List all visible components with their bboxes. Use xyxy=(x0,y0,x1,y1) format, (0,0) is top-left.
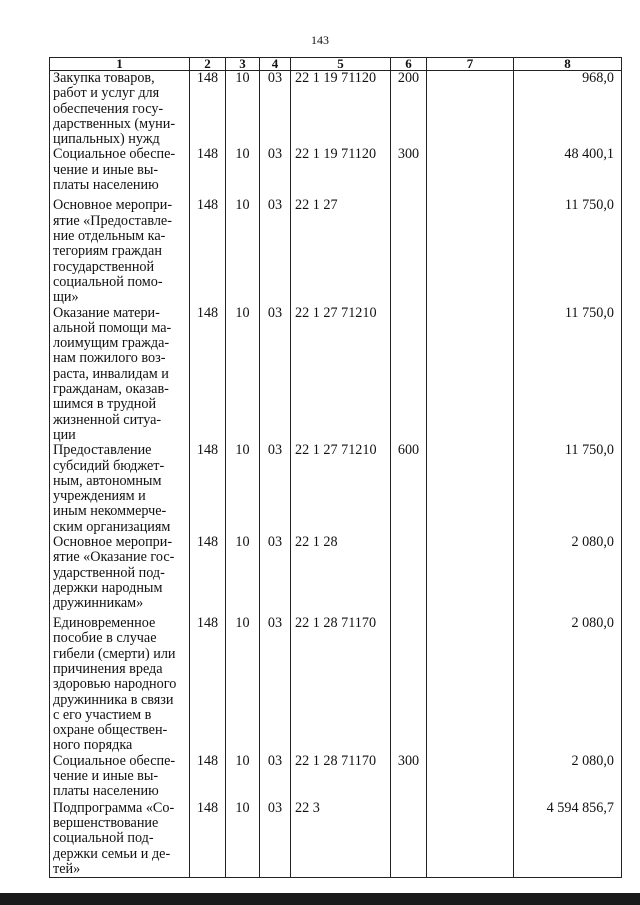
cell-col-8: 48 400,1 xyxy=(514,147,622,198)
row-name-line: нам пожилого воз- xyxy=(53,350,166,367)
cell-col-4: 03 xyxy=(260,306,291,444)
cell-col-3: 10 xyxy=(226,443,260,535)
row-name-line: иным некоммерче- xyxy=(53,503,167,520)
cell-col-6 xyxy=(391,198,427,305)
cell-col-3: 10 xyxy=(226,616,260,754)
cell-col-7 xyxy=(427,198,514,305)
table-row xyxy=(50,443,622,535)
cell-col-6: 200 xyxy=(391,71,427,148)
cell-col-5: 22 1 28 xyxy=(291,535,391,616)
cell-col-8: 2 080,0 xyxy=(514,616,622,754)
row-name-line: Предоставление xyxy=(53,442,152,459)
table-body xyxy=(50,71,622,878)
row-name-line: щи» xyxy=(53,289,79,306)
cell-col-4: 03 xyxy=(260,443,291,535)
row-name-line: здоровью народного xyxy=(53,676,177,693)
table-row xyxy=(50,147,622,198)
cell-col-6 xyxy=(391,535,427,616)
row-name-line: ного порядка xyxy=(53,737,133,754)
row-name-cell xyxy=(50,198,190,305)
cell-col-6 xyxy=(391,306,427,444)
row-name-line: обеспечения госу- xyxy=(53,100,164,117)
table-row xyxy=(50,616,622,754)
cell-col-4: 03 xyxy=(260,535,291,616)
row-name-line: шимся в трудной xyxy=(53,396,157,413)
cell-col-5: 22 1 19 71120 xyxy=(291,71,391,148)
table-row xyxy=(50,71,622,148)
cell-col-6: 300 xyxy=(391,754,427,801)
row-name-line: Основное меропри- xyxy=(53,197,173,214)
cell-col-2: 148 xyxy=(190,198,226,305)
row-name-line: чение и иные вы- xyxy=(53,161,159,178)
row-name-line: лоимущим гражда- xyxy=(53,335,170,352)
cell-col-7 xyxy=(427,443,514,535)
row-name-line: Социальное обеспе- xyxy=(53,146,176,163)
cell-col-7 xyxy=(427,306,514,444)
cell-col-7 xyxy=(427,147,514,198)
header-row xyxy=(50,58,622,71)
cell-col-5: 22 3 xyxy=(291,801,391,878)
table-row xyxy=(50,198,622,305)
row-name-cell xyxy=(50,71,190,148)
cell-col-6: 300 xyxy=(391,147,427,198)
cell-col-8: 2 080,0 xyxy=(514,535,622,616)
row-name-line: охране обществен- xyxy=(53,722,168,739)
cell-col-2: 148 xyxy=(190,443,226,535)
row-name-line: государственной xyxy=(53,258,155,275)
cell-col-4: 03 xyxy=(260,616,291,754)
cell-col-2: 148 xyxy=(190,754,226,801)
cell-col-2: 148 xyxy=(190,147,226,198)
cell-col-2: 148 xyxy=(190,801,226,878)
row-name-line: платы населению xyxy=(53,177,159,194)
column-header-4: 4 xyxy=(260,58,291,71)
cell-col-5: 22 1 27 71210 xyxy=(291,443,391,535)
row-name-line: ятие «Оказание гос- xyxy=(53,549,175,566)
table-row xyxy=(50,754,622,801)
cell-col-8: 4 594 856,7 xyxy=(514,801,622,878)
row-name-line: дружинника в связи xyxy=(53,691,174,708)
row-name-line: субсидий бюджет- xyxy=(53,457,165,474)
row-name-line: альной помощи ма- xyxy=(53,319,172,336)
row-name-cell xyxy=(50,147,190,198)
row-name-line: держки народным xyxy=(53,579,163,596)
cell-col-6 xyxy=(391,801,427,878)
column-header-3: 3 xyxy=(226,58,260,71)
column-header-7: 7 xyxy=(427,58,514,71)
row-name-line: дарственных (муни- xyxy=(53,115,176,132)
cell-col-5: 22 1 27 71210 xyxy=(291,306,391,444)
row-name-line: гражданам, оказав- xyxy=(53,381,169,398)
cell-col-3: 10 xyxy=(226,147,260,198)
row-name-cell xyxy=(50,443,190,535)
row-name-line: раста, инвалидам и xyxy=(53,365,169,382)
row-name-line: работ и услуг для xyxy=(53,85,160,102)
row-name-line: учреждениям и xyxy=(53,488,146,505)
column-header-6: 6 xyxy=(391,58,427,71)
cell-col-7 xyxy=(427,801,514,878)
cell-col-3: 10 xyxy=(226,801,260,878)
cell-col-8: 11 750,0 xyxy=(514,306,622,444)
row-name-line: ским организациям xyxy=(53,518,171,535)
row-name-line: дружинникам» xyxy=(53,595,144,612)
cell-col-7 xyxy=(427,616,514,754)
row-name-line: ным, автономным xyxy=(53,472,162,489)
row-name-line: вершенствование xyxy=(53,814,159,831)
row-name-line: причинения вреда xyxy=(53,660,163,677)
cell-col-2: 148 xyxy=(190,71,226,148)
cell-col-3: 10 xyxy=(226,71,260,148)
table-row xyxy=(50,801,622,878)
cell-col-3: 10 xyxy=(226,754,260,801)
cell-col-2: 148 xyxy=(190,306,226,444)
row-name-line: Закупка товаров, xyxy=(53,70,155,86)
cell-col-5: 22 1 27 xyxy=(291,198,391,305)
cell-col-5: 22 1 28 71170 xyxy=(291,754,391,801)
row-name-cell xyxy=(50,754,190,801)
row-name-line: Социальное обеспе- xyxy=(53,752,176,769)
cell-col-8: 11 750,0 xyxy=(514,443,622,535)
cell-col-7 xyxy=(427,71,514,148)
row-name-cell xyxy=(50,801,190,878)
row-name-line: ции xyxy=(53,426,76,443)
row-name-cell xyxy=(50,306,190,444)
row-name-line: Единовременное xyxy=(53,615,156,632)
cell-col-8: 11 750,0 xyxy=(514,198,622,305)
row-name-line: ципальных) нужд xyxy=(53,131,160,148)
cell-col-7 xyxy=(427,754,514,801)
column-header-5: 5 xyxy=(291,58,391,71)
budget-table xyxy=(49,57,622,878)
row-name-line: тегориям граждан xyxy=(53,243,162,260)
cell-col-2: 148 xyxy=(190,535,226,616)
cell-col-6: 600 xyxy=(391,443,427,535)
row-name-line: социальной помо- xyxy=(53,273,163,290)
cell-col-8: 968,0 xyxy=(514,71,622,148)
row-name-line: пособие в случае xyxy=(53,630,157,647)
row-name-line: Оказание матери- xyxy=(53,304,160,321)
row-name-cell xyxy=(50,535,190,616)
cell-col-3: 10 xyxy=(226,535,260,616)
column-header-8: 8 xyxy=(514,58,622,71)
cell-col-5: 22 1 28 71170 xyxy=(291,616,391,754)
cell-col-4: 03 xyxy=(260,754,291,801)
page-bottom-edge xyxy=(0,893,640,905)
row-name-line: ударственной под- xyxy=(53,564,165,581)
page-number: 143 xyxy=(311,33,329,47)
column-header-2: 2 xyxy=(190,58,226,71)
row-name-line: ятие «Предоставле- xyxy=(53,212,172,229)
row-name-line: держки семьи и де- xyxy=(53,845,171,862)
row-name-line: ние отдельным ка- xyxy=(53,228,166,245)
cell-col-4: 03 xyxy=(260,71,291,148)
cell-col-6 xyxy=(391,616,427,754)
row-name-line: Основное меропри- xyxy=(53,534,173,551)
row-name-line: социальной под- xyxy=(53,830,154,847)
row-name-line: гибели (смерти) или xyxy=(53,645,176,662)
row-name-line: Подпрограмма «Со- xyxy=(53,799,175,816)
cell-col-4: 03 xyxy=(260,801,291,878)
cell-col-3: 10 xyxy=(226,306,260,444)
row-name-cell xyxy=(50,616,190,754)
cell-col-5: 22 1 19 71120 xyxy=(291,147,391,198)
cell-col-8: 2 080,0 xyxy=(514,754,622,801)
row-name-line: жизненной ситуа- xyxy=(53,411,162,428)
row-name-line: с его участием в xyxy=(53,706,152,723)
row-name-line: тей» xyxy=(53,860,81,877)
table-row xyxy=(50,535,622,616)
cell-col-4: 03 xyxy=(260,147,291,198)
cell-col-2: 148 xyxy=(190,616,226,754)
row-name-line: платы населению xyxy=(53,783,159,800)
cell-col-3: 10 xyxy=(226,198,260,305)
cell-col-4: 03 xyxy=(260,198,291,305)
cell-col-7 xyxy=(427,535,514,616)
table-row xyxy=(50,306,622,444)
column-header-1: 1 xyxy=(50,58,190,71)
row-name-line: чение и иные вы- xyxy=(53,767,159,784)
